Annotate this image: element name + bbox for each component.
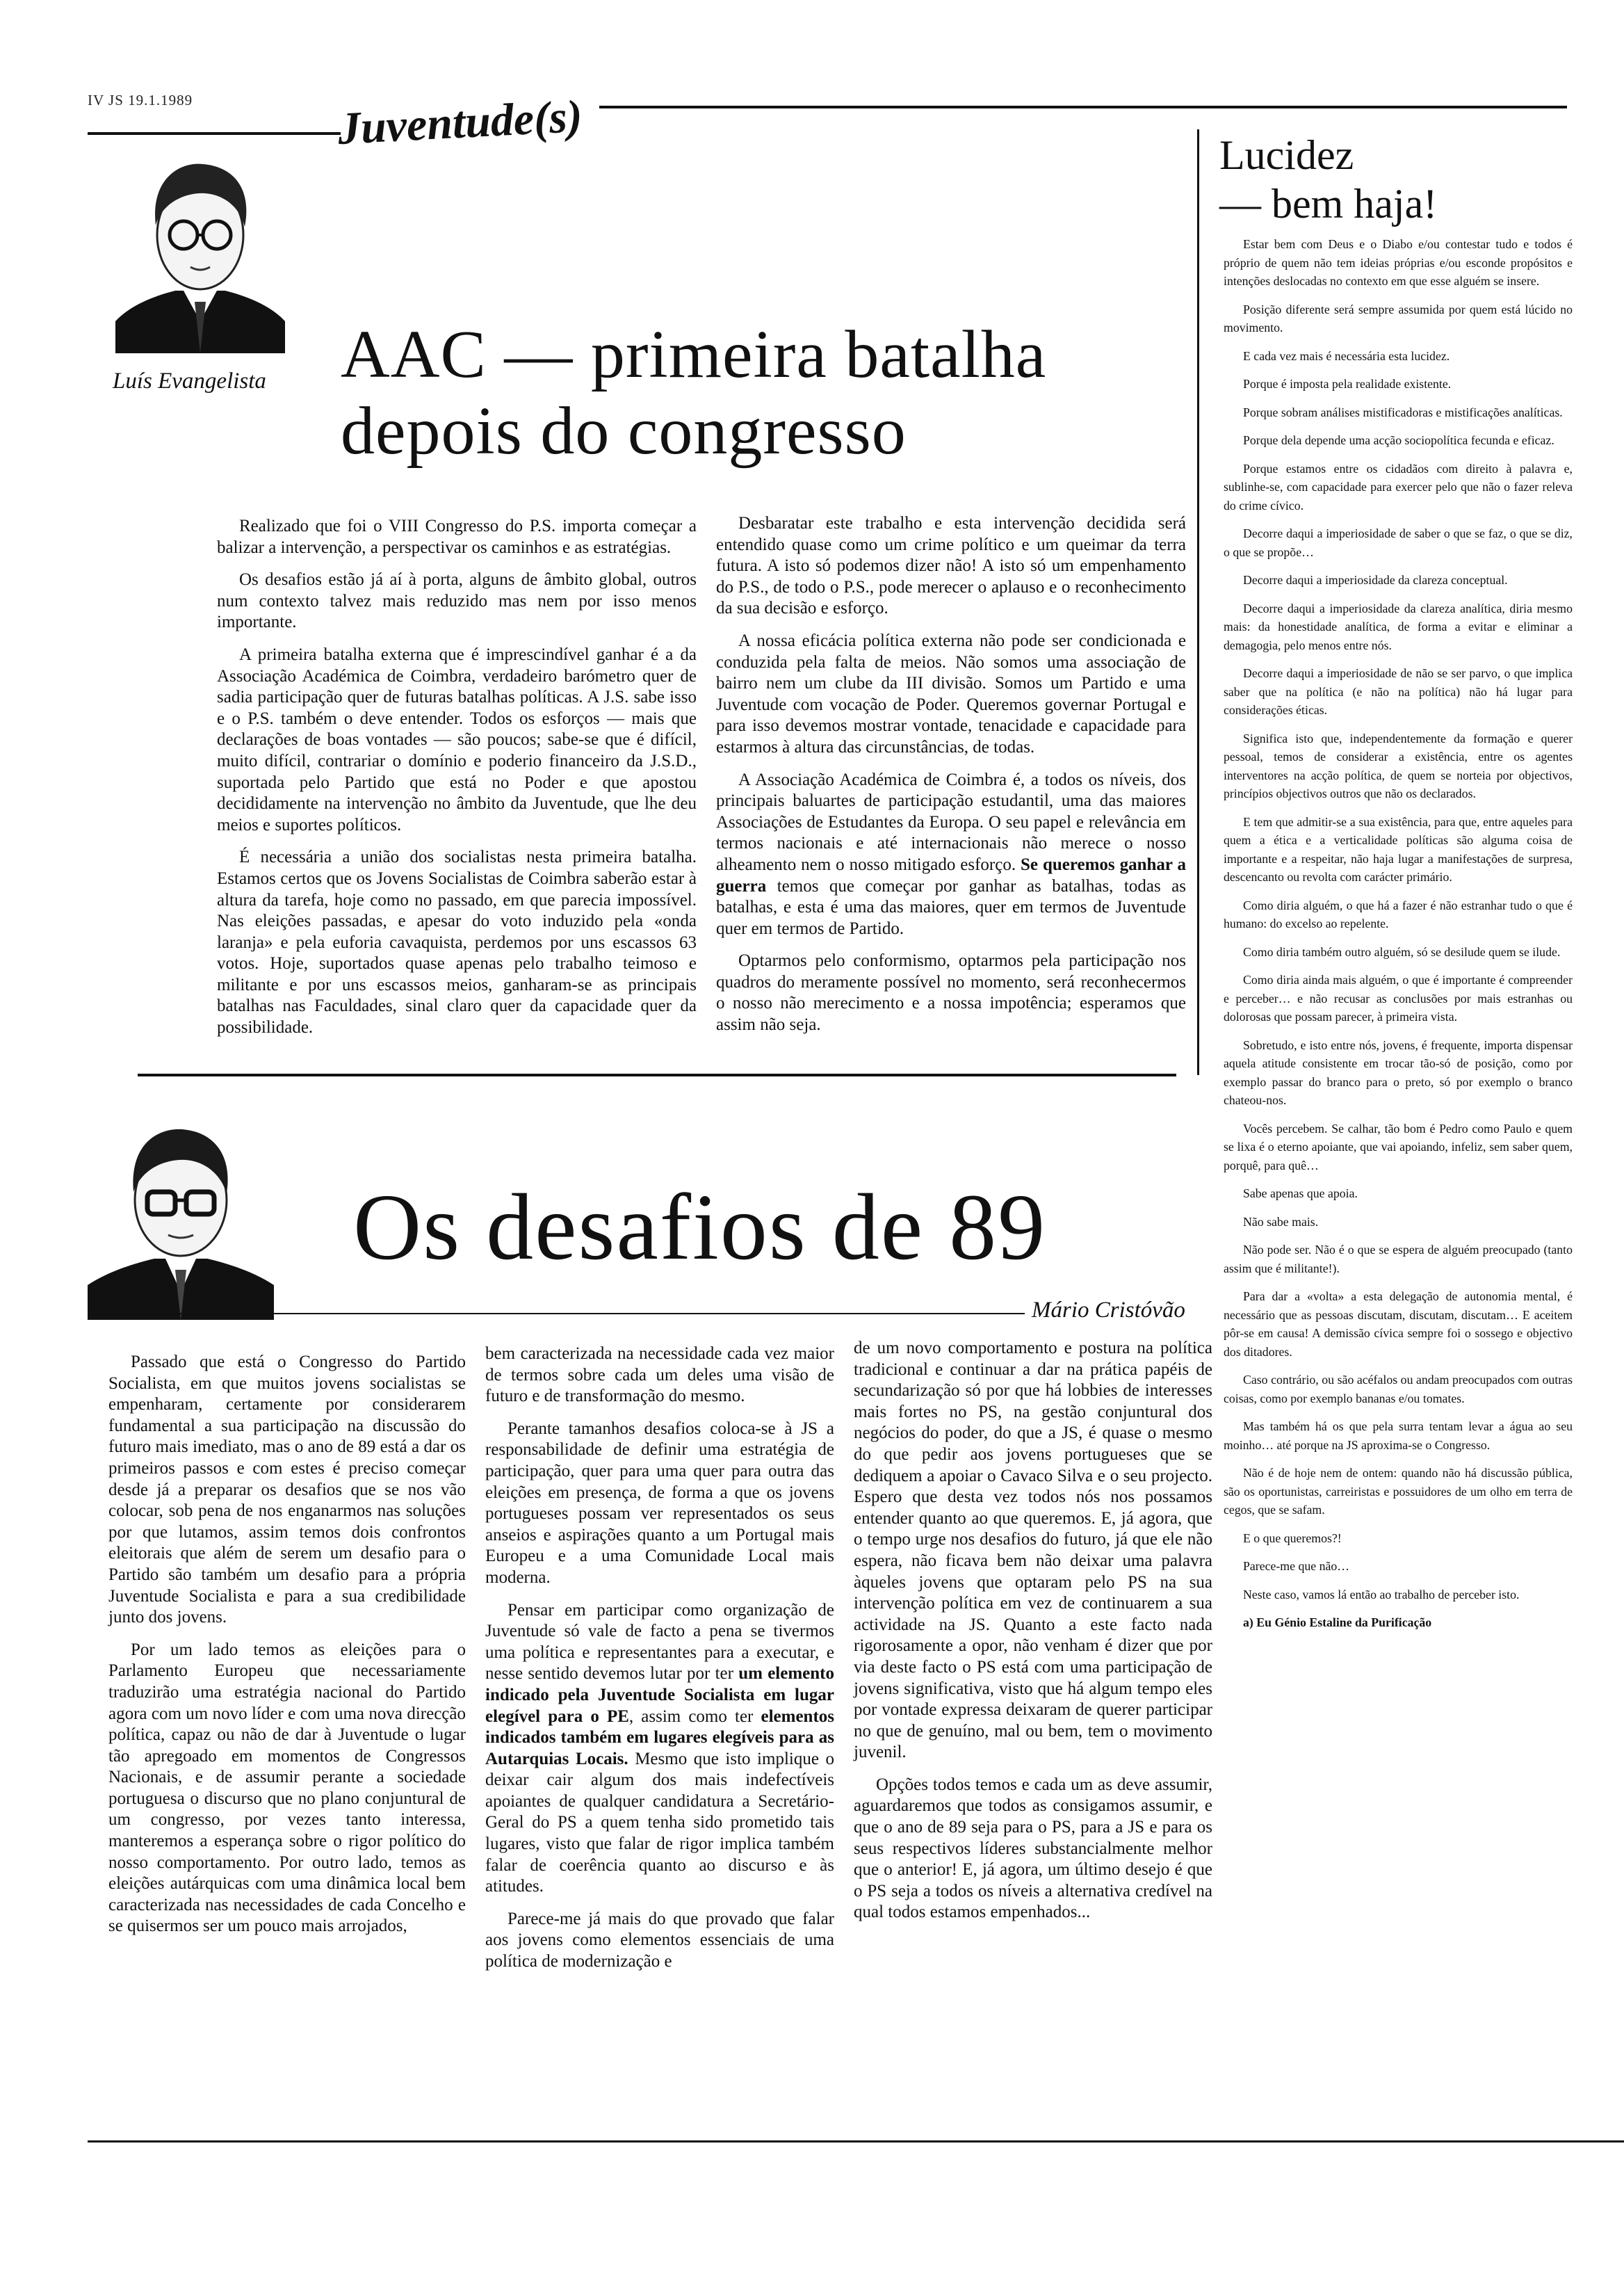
sidebar-paragraph: Porque é imposta pela realidade existente.: [1243, 377, 1452, 391]
article2-paragraph: bem caracterizada na necessidade cada vez maior de termos sobre cada um deles uma visão de futuro e de transformação do mesmo.: [485, 1344, 834, 1406]
article2-paragraph: Perante tamanhos desafios coloca-se à JS a responsabilidade de definir uma estratégia de participação, quer para uma quer para outra das eleições em presença, de forma a que os jovens portugueses possam ver representados os seus anseios e aspirações quanto a um Portugal mais Europeu e a uma Comunidade Local mais moderna.: [485, 1419, 834, 1587]
article1-headline-line1: AAC — primeira batalha: [341, 317, 1047, 392]
sidebar-paragraph: Porque dela depende uma acção sociopolítica fecunda e eficaz.: [1243, 433, 1554, 447]
sidebar-paragraph: Significa isto que, independentemente da formação e querer pessoal, temos de considerar a existência, entre os agentes interventores na acção política, de quem se norteia por objectivos, princípios objectivos outros que não os declarados.: [1224, 731, 1573, 800]
article1-column-1: [217, 516, 697, 1050]
sidebar-paragraph: Não é de hoje nem de ontem: quando não há discussão pública, são os oportunistas, carreiristas e possuidores de um olho em terra de cegos, que se safam.: [1224, 1466, 1573, 1517]
text-run: Mesmo que isto implique o deixar cair algum dos mais indefectíveis apoiantes de qualquer candidatura a Secretário-Geral do PS a quem tenha sido prometido tais lugares, visto que falar de rigor implica também falar de coerência quanto ao discurso e às atitudes.: [485, 1749, 834, 1896]
article1-paragraph: [716, 770, 1186, 940]
article2-paragraph: [485, 1600, 834, 1898]
sidebar-body: [1224, 235, 1573, 1642]
article2-column-2: [485, 1343, 834, 1984]
sidebar-paragraph: Porque sobram análises mistificadoras e mistificações analíticas.: [1243, 405, 1563, 419]
author-photo-luis-evangelista: [115, 147, 285, 353]
sidebar-paragraph: Decorre daqui a imperiosidade de não se ser parvo, o que implica saber que na política (e não na política) não há lugar para considerações éticas.: [1224, 666, 1573, 717]
byline-rule: [108, 1313, 1025, 1314]
sidebar-paragraph: Porque estamos entre os cidadãos com direito à palavra e, sublinhe-se, com capacidade para exercer pelo que não o fazer releva do crime cívico.: [1224, 461, 1573, 513]
sidebar-paragraph: E o que queremos?!: [1243, 1531, 1342, 1545]
sidebar-paragraph: Como diria ainda mais alguém, o que é importante é compreender e perceber… e não recusar as conclusões por mais estranhas ou dolorosas que possam parecer, à primeira vista.: [1224, 973, 1573, 1024]
article1-paragraph: É necessária a união dos socialistas nesta primeira batalha. Estamos certos que os Jovens Socialistas de Coimbra saberão estar à altura da tarefa, hoje como no passado, em que parecia impossível. Nas eleições passadas, e apesar do voto induzido pela «onda laranja» e pela euforia cavaquista, perdemos por uns escassos 63 votos. Hoje, suportados quase apenas pelo trabalho teimoso e militante e por uns escassos meios, ganharam-se as principais batalhas nas Faculdades, sinal claro quer da capacidade quer da possibilidade.: [217, 848, 697, 1038]
sidebar-paragraph: Sobretudo, e isto entre nós, jovens, é frequente, importa dispensar aquela atitude consistente em trocar tão-só de posição, como por exemplo passar do branco para o preto, só por exemplo o branco chateou-nos.: [1224, 1038, 1573, 1107]
sidebar-paragraph: Como diria também outro alguém, só se desilude quem se ilude.: [1243, 944, 1561, 959]
sidebar-title-line1: Lucidez: [1219, 132, 1354, 178]
article1-paragraph: A nossa eficácia política externa não pode ser condicionada e conduzida pela falta de meios. Não somos uma associação de bairro nem um clube da III divisão. Somos um Partido e uma Juventude com vocação de Poder. Queremos governar Portugal e para isso devemos mostrar vontade, tenacidade e capacidade para estarmos à altura das circunstâncias, de todas.: [716, 631, 1186, 757]
text-run: A Associação Académica de Coimbra é, a todos os níveis, dos principais baluartes de participação estudantil, uma das maiores Associações de Estudantes da Europa. O seu papel e relevância em termos nacionais e até internacionais não merece o nosso alheamento nem o nosso mitigado esforço.: [716, 770, 1186, 874]
sidebar-paragraph: Vocês percebem. Se calhar, tão bom é Pedro como Paulo e quem se lixa é o eterno apoiante, que vai apoiando, infeliz, sem saber quem, porquê, para quê…: [1224, 1121, 1573, 1172]
sidebar-paragraph: Sabe apenas que apoia.: [1243, 1186, 1358, 1200]
sidebar-paragraph: Decorre daqui a imperiosidade da clareza conceptual.: [1243, 573, 1508, 587]
header-rule-left: [88, 132, 341, 135]
sidebar-signature: a) Eu Génio Estaline da Purificação: [1243, 1615, 1432, 1629]
sidebar-paragraph: Posição diferente será sempre assumida por quem está lúcido no movimento.: [1224, 302, 1573, 334]
article2-headline: Os desafios de 89: [353, 1175, 1047, 1280]
sidebar-paragraph: Caso contrário, ou são acéfalos ou andam preocupados com outras coisas, como por exemplo bananas e/ou tomates.: [1224, 1373, 1573, 1405]
article2-column-1: [108, 1352, 466, 1948]
article2-paragraph: Passado que está o Congresso do Partido Socialista, em que muitos jovens socialistas se empenharam, certamente por considerarem fundamental a sua participação na discussão do futuro mais imediato, mas o ano de 89 está a dar os primeiros passos e com estes é preciso começar desde já a preparar os desafios que se nos vão colocar, sob pena de nos enganarmos nas soluções por que lutamos, assim temos dois confrontos eleitorais que além de serem um desafio para o Partido são também um desafio para a própria Juventude Socialista e para a sua credibilidade junto dos jovens.: [108, 1353, 466, 1627]
issue-date: IV JS 19.1.1989: [88, 92, 193, 108]
portrait-icon: [115, 147, 285, 353]
article1-paragraph: Desbaratar este trabalho e esta intervenção decidida será entendido quase como um crime político e um queimar da terra futura. A isto só podemos dizer não! A isto só um empenhamento do P.S., de todo o P.S., pode merecer o aplauso e o reconhecimento da sua decisão e esforço.: [716, 514, 1186, 618]
sidebar-paragraph: Decorre daqui a imperiosidade de saber o que se faz, o que se diz, o que se propõe…: [1224, 526, 1573, 559]
sidebar-paragraph: Mas também há os que pela surra tentam levar a água ao seu moinho… até porque na JS aproxima-se o Congresso.: [1224, 1419, 1573, 1452]
bold-text: um elemento indicado pela Juventude Socialista em lugar elegível para o PE: [485, 1664, 834, 1726]
article1-paragraph: Os desafios estão já aí à porta, alguns de âmbito global, outros num contexto talvez mais reduzido mas nem por isso menos importante.: [217, 570, 697, 632]
sidebar-paragraph: E tem que admitir-se a sua existência, para que, entre aqueles para quem a ética e a verticalidade políticas são alguma coisa de importante e a respeitar, não haja lugar a manifestações de surpresa, descencanto ou revolta com carácter primário.: [1224, 814, 1573, 884]
article-divider: [138, 1074, 1176, 1076]
section-title: Juventude(s): [336, 90, 584, 155]
bold-text: elementos indicados também em lugares elegíveis para as Autarquias Locais.: [485, 1706, 835, 1768]
sidebar-paragraph: Neste caso, vamos lá então ao trabalho de perceber isto.: [1243, 1587, 1520, 1601]
sidebar-paragraph: Parece-me que não…: [1243, 1559, 1350, 1573]
sidebar-paragraph: Estar bem com Deus e o Diabo e/ou contestar tudo e todos é próprio de quem não tem ideias próprias e/ou esconde propósitos e intenções deslocadas no contexto em que esse alguém se insere.: [1224, 237, 1573, 288]
sidebar-paragraph: Como diria alguém, o que há a fazer é não estranhar tudo o que é humano: do excelso ao repelente.: [1224, 898, 1573, 930]
article1-column-2: [716, 513, 1186, 1047]
article2-column-3: [854, 1338, 1212, 1935]
text-run: Pensar em participar como organização de Juventude só vale de facto a pena se tivermos uma política e representantes para a executar, e nesse sentido devemos lutar por ter: [485, 1600, 834, 1684]
header-rule-right: [599, 106, 1567, 108]
article2-paragraph: de um novo comportamento e postura na política tradicional e continuar a dar na prática papéis de secundarização só por que há lobbies de interesses mais fortes no PS, na gestão conjuntural dos negócios do poder, do que a JS, é quase o mesmo do que pedir aos jovens portugueses que se dediquem a apoiar o Cavaco Silva e o seu projecto. Espero que desta vez todos nós nos possamos entender quanto ao que queremos. E, já agora, que o tempo urge nos desafios do futuro, já que ele não espera, não ficava bem não deixar uma palavra àqueles jovens que optaram pelo PS na sua intervenção política em vez de continuarem a sua actividade na JS. Quanto a este facto nada rigorosamente a opor, não venham é dizer que por via deste facto o PS está com uma participação de jovens significativa, visto que há algum tempo eles por vontade expressa deixaram de querer participar no que de genuíno, mal ou bem, tem o movimento juvenil.: [854, 1339, 1212, 1762]
page-bottom-rule: [88, 2140, 1624, 2142]
sidebar-paragraph: Decorre daqui a imperiosidade da clareza analítica, diria mesmo mais: da honestidade analítica, de forma a evitar e eliminar a demagogia, pelo menos entre nós.: [1224, 601, 1573, 652]
sidebar-paragraph: E cada vez mais é necessária esta lucidez.: [1243, 348, 1450, 363]
article1-headline-line2: depois do congresso: [341, 394, 907, 469]
bold-text: Se queremos ganhar a guerra: [716, 855, 1186, 896]
article1-paragraph: A primeira batalha externa que é imprescindível ganhar é a da Associação Académica de Coimbra, verdadeiro barómetro quer de sadia participação quer de futuras batalhas políticas. A J.S. sabe isso e o P.S. também o deve entender. Todos os esforços — mais que declarações de boas vontades — são poucos; sabe-se que é difícil, muito difícil, contrariar o domínio e poderio financeiro da J.S.D., suportada pelo Partido que está no Poder e que apostou decididamente na intervenção no âmbito da Juventude, que lhe deu meios e suportes políticos.: [217, 645, 697, 834]
text-run: , assim como ter: [628, 1706, 754, 1726]
article1-author: Luís Evangelista: [113, 369, 266, 394]
sidebar-title-line2: — bem haja!: [1219, 181, 1438, 227]
portrait-icon: [88, 1110, 274, 1320]
text-run: temos que começar por ganhar as batalhas, todas as batalhas, e esta é uma das maiores, quer em termos de Juventude quer em termos de Partido.: [716, 876, 1186, 938]
article2-paragraph: Opções todos temos e cada um as deve assumir, aguardaremos que todos as consigamos assumir, e que o ano de 89 seja para o PS, para a JS e para os seus respectivos líderes substancialmente melhor que o anterior! E, já agora, um último desejo é que o PS seja a todos os níveis a alternativa credível na qual todos estamos empenhados...: [854, 1775, 1212, 1922]
article2-paragraph: Parece-me já mais do que provado que falar aos jovens como elementos essenciais de uma política de modernização e: [485, 1909, 834, 1971]
article2-author: Mário Cristóvão: [1032, 1298, 1185, 1323]
sidebar-paragraph: Para dar a «volta» a esta delegação de autonomia mental, é necessário que as pessoas discutam, discutam, discutam… E aceitem pôr-se em causa! A demissão cívica sempre foi o sossego e objectivo dos ditadores.: [1224, 1289, 1573, 1359]
author-photo-mario-cristovao: [88, 1110, 274, 1320]
sidebar-paragraph: Não sabe mais.: [1243, 1214, 1319, 1229]
sidebar-divider: [1197, 129, 1199, 1075]
article2-paragraph: Por um lado temos as eleições para o Parlamento Europeu que necessariamente traduzirão uma estratégia nacional do Partido agora com um novo líder e com uma nova direcção política, capaz ou não de dar à Juventude o lugar tão apregoado em momentos de Congressos Nacionais, e de assumir perante a sociedade portuguesa o discurso que no plano conjuntural de um congresso, por vezes tanto interessa, manteremos a esperança sobre o rigor político do nosso comportamento. Por outro lado, temos as eleições autárquicas com uma dinâmica local bem caracterizada nas necessidades de cada Concelho e se quisermos ser um pouco mais arrojados,: [108, 1640, 466, 1936]
article1-paragraph: Realizado que foi o VIII Congresso do P.S. importa começar a balizar a intervenção, a perspectivar os caminhos e as estratégias.: [217, 517, 697, 557]
sidebar-paragraph: Não pode ser. Não é o que se espera de alguém preocupado (tanto assim que é militante!).: [1224, 1243, 1573, 1275]
article1-paragraph: Optarmos pelo conformismo, optarmos pela participação nos quadros do meramente possível no momento, será reconhecermos o nosso não merecimento e a nossa impotência; esperamos que assim não seja.: [716, 951, 1186, 1035]
